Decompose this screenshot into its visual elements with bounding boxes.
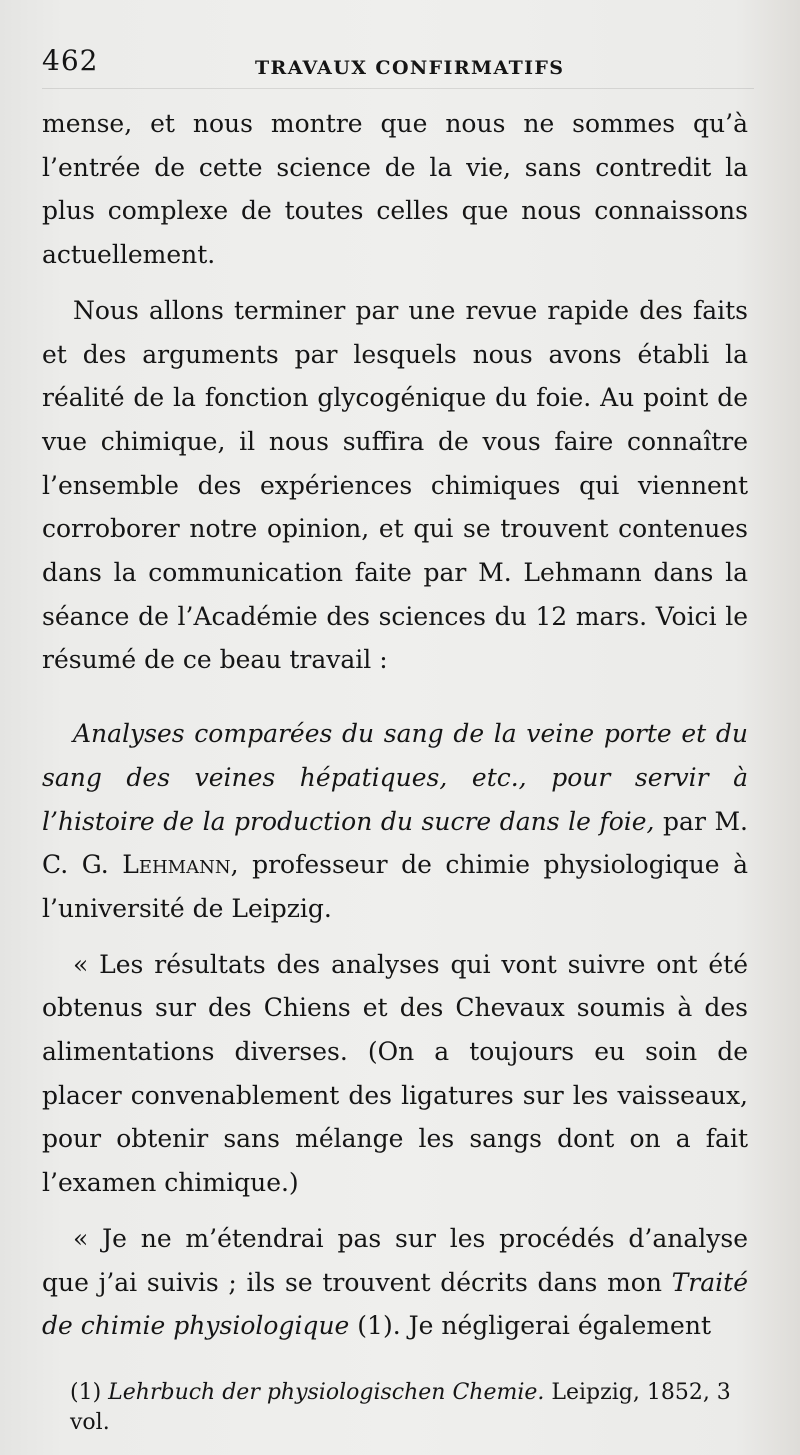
- footnote-publication: Leipzig, 1852, 3 vol.: [70, 1380, 731, 1435]
- paragraph-quote-methods: [42, 1217, 748, 1348]
- author-prefix: par M. C. G.: [42, 806, 748, 880]
- footnote: [70, 1378, 750, 1438]
- author-name: Lehmann: [122, 850, 231, 880]
- header-rule: [42, 88, 754, 89]
- main-text: [42, 102, 748, 1360]
- paragraph-quote-results: « Les résultats des analyses qui vont suivre ont été obtenus sur des Chiens et des Chevaux soumis à des alimentations diverses. (On a toujours eu soin de placer convenablement des ligatures sur les vaisseaux, pour obtenir sans mélange les sangs dont on a fait l’examen chimique.): [42, 949, 748, 1198]
- page-header: [42, 44, 754, 84]
- paragraph-continuation: mense, et nous montre que nous ne sommes qu’à l’entrée de cette science de la vie, sans contredit la plus complexe de toutes celles que nous connaissons actuellement.: [42, 109, 748, 270]
- methods-text-before: « Je ne m’étendrai pas sur les procédés d’analyse que j’ai suivis ; ils se trouvent décrits dans mon: [42, 1223, 748, 1297]
- running-head: TRAVAUX CONFIRMATIFS: [255, 57, 565, 79]
- paragraph-summary-intro: Nous allons terminer par une revue rapide des faits et des arguments par lesquels nous avons établi la réalité de la fonction glycogénique du foie. Au point de vue chimique, il nous suffira de vous faire connaître l’ensemble des expériences chimiques qui viennent corroborer notre opinion, et qui se trouvent contenues dans la communication faite par M. Lehmann dans la séance de l’Académie des sciences du 12 mars. Voici le résumé de ce beau travail :: [42, 295, 748, 675]
- methods-text-after: (1). Je négligerai également: [349, 1311, 711, 1341]
- page-number: 462: [42, 44, 99, 77]
- treatise-title: Traité de chimie physiologique: [42, 1267, 748, 1341]
- author-description: , professeur de chimie physiologique à l’université de Leipzig.: [42, 850, 748, 923]
- footnote-book-title: Lehrbuch der physiologischen Chemie.: [108, 1380, 545, 1405]
- footnote-marker: (1): [70, 1380, 102, 1405]
- article-title: Analyses comparées du sang de la veine porte et du sang des veines hépatiques, etc., pour servir à l’histoire de la production du sucre dans le foie,: [42, 719, 748, 836]
- paragraph-article-citation: [42, 712, 748, 931]
